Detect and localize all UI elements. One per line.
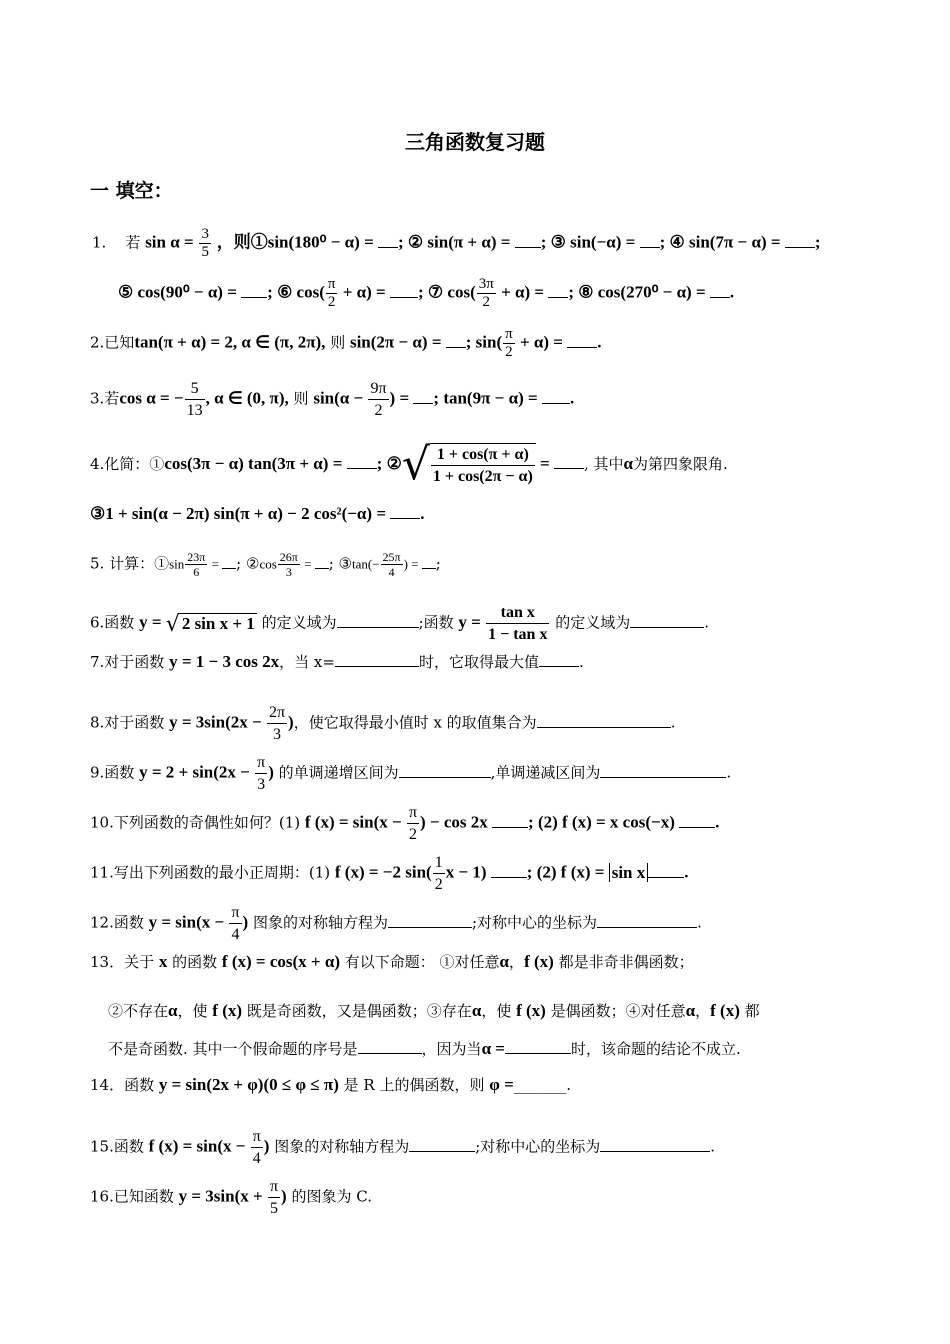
punctuation: . — [569, 388, 575, 408]
question-lead: 若 — [125, 233, 141, 252]
math-symbol: α — [168, 1001, 178, 1020]
math-expr: sin α = — [145, 232, 194, 252]
answer-blank — [492, 813, 528, 828]
math-expr: ) = — [403, 556, 422, 572]
fraction — [503, 326, 515, 361]
text: ;对称中心的坐标为 — [472, 913, 598, 932]
numerator: 5 — [185, 378, 205, 400]
numerator: 1 + cos(π + α) — [431, 444, 535, 466]
math-expr: cos α = − — [119, 388, 184, 408]
question-lead: 5. 计算：① — [90, 554, 170, 573]
math-expr: y = 2 + sin(2x − — [139, 762, 255, 782]
text: ，使它取得最小值时 x 的取值集合为 — [293, 713, 537, 732]
question-9 — [90, 752, 731, 795]
text: 则 — [325, 333, 350, 352]
text: 的图象为 C. — [286, 1187, 372, 1206]
denominator: 2 — [505, 344, 513, 360]
punctuation: . — [704, 613, 709, 632]
answer-blank — [515, 233, 541, 248]
math-symbol: α — [685, 1001, 696, 1020]
math-expr: cos — [259, 556, 277, 572]
radical-sign: √ — [165, 611, 180, 637]
math-expr: f (x) — [710, 1001, 740, 1020]
answer-blank — [337, 613, 419, 628]
fraction — [326, 276, 338, 311]
text: ; ③ — [328, 554, 352, 573]
text: ，当 x= — [279, 653, 335, 671]
answer-blank — [409, 1137, 475, 1152]
numerator: 3 — [201, 226, 209, 242]
math-expr: sin(α − — [313, 388, 368, 408]
denominator: 4 — [252, 1150, 261, 1167]
text: 的单调递增区间为 — [273, 763, 399, 782]
math-expr: ) — [242, 912, 249, 932]
question-lead: 16.已知函数 — [90, 1187, 179, 1206]
text: 的定义域为 — [256, 613, 337, 632]
text: 的定义域为 — [550, 613, 631, 632]
math-expr: ) — [263, 1136, 270, 1156]
fraction — [431, 444, 535, 487]
text: 不是奇函数. 其中一个假命题的序号是 — [108, 1040, 358, 1058]
punctuation: . — [726, 763, 732, 782]
math-expr: ; sin( — [465, 332, 503, 352]
answer-blank — [390, 504, 420, 519]
text: 是偶函数；④对任意 — [545, 1002, 686, 1020]
numerator: 9π — [368, 378, 388, 400]
answer-blank — [422, 554, 436, 569]
math-expr: cos(3π − α) tan(3π + α) = — [164, 454, 347, 473]
fraction — [486, 602, 549, 645]
denominator: 2 — [408, 826, 417, 843]
math-expr: + α) = — [496, 282, 549, 302]
punctuation: . — [566, 1076, 572, 1094]
numerator: π — [505, 326, 513, 342]
math-expr: = — [535, 454, 554, 473]
answer-blank — [347, 454, 377, 469]
answer-blank — [567, 333, 597, 348]
math-expr: ) − cos 2x — [420, 812, 493, 832]
question-2 — [90, 326, 602, 361]
question-14 — [90, 1075, 571, 1095]
math-expr: ; tan(9π − α) = — [433, 388, 542, 408]
punctuation: . — [710, 1137, 716, 1156]
answer-blank — [597, 913, 697, 928]
denominator: 6 — [193, 565, 200, 579]
math-expr: φ = — [489, 1075, 514, 1094]
question-number: 1. — [92, 233, 107, 252]
fraction — [278, 550, 300, 579]
question-lead: 8.对于函数 — [90, 713, 170, 732]
denominator: 2 — [482, 294, 491, 310]
punctuation: . — [670, 713, 676, 732]
question-6 — [90, 602, 709, 645]
fraction — [267, 702, 287, 745]
answer-blank — [241, 283, 267, 298]
denominator: 2 — [374, 402, 383, 419]
math-expr: = — [300, 556, 315, 572]
numerator: 2π — [267, 702, 287, 724]
text: ②不存在 — [108, 1002, 169, 1020]
punctuation: . — [420, 504, 425, 523]
numerator: π — [407, 802, 419, 824]
math-expr: ; (2) f (x) = — [526, 862, 609, 882]
punctuation: ; — [814, 232, 821, 252]
math-expr: + α) = — [338, 282, 390, 302]
fraction — [381, 550, 403, 579]
math-expr: sin — [169, 556, 185, 572]
question-lead: 7.对于函数 — [90, 653, 170, 671]
answer-blank — [413, 389, 433, 404]
denominator: 3 — [285, 565, 292, 579]
answer-blank — [640, 233, 660, 248]
numerator: π — [327, 276, 336, 292]
question-5 — [90, 550, 441, 579]
answer-blank — [542, 389, 570, 404]
text: 时，该命题的结论不成立. — [571, 1040, 741, 1058]
math-expr: f (x) — [524, 952, 554, 971]
math-symbol: x — [158, 952, 168, 971]
question-13-continued — [108, 1001, 760, 1021]
answer-blank: _______ — [513, 1076, 567, 1094]
numerator: tan x — [486, 602, 549, 624]
question-16 — [90, 1176, 372, 1219]
punctuation: . — [578, 653, 584, 671]
question-1 — [92, 226, 820, 261]
denominator: 2 — [434, 876, 443, 893]
text: 有以下命题： ①对任意 — [340, 953, 500, 971]
section-heading: 一 填空： — [90, 180, 173, 202]
math-expr: ) — [281, 1186, 287, 1206]
text: ;对称中心的坐标为 — [475, 1137, 601, 1156]
denominator: 3 — [257, 776, 266, 793]
question-12 — [90, 902, 702, 945]
math-expr: ; (2) f (x) = x cos(−x) — [528, 812, 680, 832]
text: 为第四象限角. — [633, 455, 728, 473]
denominator: 5 — [201, 244, 209, 260]
math-expr: ; ⑧ cos(270⁰ − α) = — [568, 282, 710, 302]
text: 既是奇函数，又是偶函数；③存在 — [242, 1002, 472, 1020]
text: ，使 — [177, 1002, 213, 1020]
square-root — [402, 440, 536, 490]
radicand: 2 sin x + 1 — [181, 613, 255, 633]
question-lead: 2.已知 — [90, 333, 135, 352]
answer-blank — [446, 333, 466, 348]
math-symbol: α — [471, 1001, 482, 1020]
math-expr: f (x) — [516, 1001, 546, 1020]
question-lead: 14．函数 — [90, 1076, 159, 1094]
text: ; ② — [236, 554, 260, 573]
denominator: 1 − tan x — [488, 626, 548, 643]
math-expr: ) — [268, 762, 274, 782]
denominator: 2 — [327, 294, 336, 310]
answer-blank — [315, 554, 329, 569]
radical-sign: √ — [401, 439, 430, 490]
numerator: 1 — [433, 852, 445, 874]
question-lead: 12.函数 — [90, 913, 149, 932]
math-expr: ③1 + sin(α − 2π) sin(π + α) − 2 cos²(−α) = — [90, 504, 391, 523]
fraction — [368, 378, 388, 421]
fraction — [185, 550, 207, 579]
answer-blank — [554, 454, 584, 469]
punctuation: . — [597, 332, 602, 352]
question-1-continued — [118, 276, 734, 311]
question-7 — [90, 652, 584, 672]
question-lead: 9.函数 — [90, 763, 140, 782]
numerator: 26π — [279, 550, 298, 564]
fraction — [251, 1126, 263, 1169]
punctuation: ; — [435, 554, 441, 573]
fraction — [199, 226, 211, 261]
text: 图象的对称轴方程为 — [269, 1137, 410, 1156]
text: ， — [695, 1002, 711, 1020]
question-lead: 11.写出下列函数的最小正周期：(1) — [90, 863, 335, 882]
math-expr: ; ④ sin(7π − α) = — [659, 232, 785, 252]
numerator: 23π — [187, 550, 206, 564]
math-expr: f (x) = −2 sin( — [334, 862, 432, 882]
math-expr: f (x) = sin(x − — [148, 1136, 250, 1156]
math-expr: ; ② — [376, 454, 402, 473]
numerator: 25π — [382, 550, 401, 564]
answer-blank — [378, 233, 398, 248]
square-root — [166, 613, 257, 635]
fraction — [268, 1176, 280, 1219]
absolute-value: sin x — [609, 863, 649, 882]
math-symbol: α — [623, 454, 634, 473]
math-expr: f (x) = sin(x − — [304, 812, 406, 832]
math-expr: y = — [458, 612, 486, 632]
math-expr: = — [208, 556, 223, 572]
math-expr: ; ③ sin(−α) = — [540, 232, 640, 252]
fraction — [255, 752, 267, 795]
answer-blank — [505, 1039, 571, 1054]
denominator: 5 — [270, 1200, 278, 1217]
math-expr: ; ⑥ cos( — [267, 282, 325, 302]
text: 的函数 — [167, 953, 222, 971]
math-expr: f (x) = cos(x + α) — [221, 952, 340, 971]
denominator: 3 — [272, 726, 281, 743]
math-expr: y = 1 − 3 cos 2x — [169, 652, 280, 671]
math-expr: ) = — [389, 388, 414, 408]
question-lead: 10.下列函数的奇偶性如何？(1) — [90, 813, 305, 832]
fraction — [185, 378, 205, 421]
text: 是 R 上的偶函数，则 — [338, 1076, 490, 1094]
math-expr: ，则①sin(180⁰ − α) = — [216, 232, 379, 252]
punctuation: . — [684, 862, 689, 882]
question-4 — [90, 440, 728, 490]
text: , 其中 — [583, 455, 624, 473]
question-4-part-3 — [90, 504, 425, 524]
numerator: π — [255, 752, 267, 774]
numerator: π — [251, 1126, 263, 1148]
text: ,单调递减区间为 — [490, 763, 601, 782]
answer-blank — [358, 1039, 422, 1054]
text: ，使 — [481, 1002, 517, 1020]
math-expr: y = 3sin(2x − — [169, 712, 266, 732]
text: 时，它取得最大值 — [418, 653, 539, 671]
answer-blank — [600, 763, 726, 778]
math-expr: + α) = — [515, 332, 568, 352]
question-lead: 3.若 — [90, 389, 120, 408]
denominator: 13 — [186, 402, 203, 419]
punctuation: . — [697, 913, 702, 932]
answer-blank — [679, 813, 715, 828]
math-expr: ) — [288, 712, 294, 732]
text: ， — [509, 953, 525, 971]
text: 都 — [739, 1002, 760, 1020]
math-expr: , α ∈ (0, π), — [205, 388, 289, 408]
denominator: 4 — [388, 565, 395, 579]
answer-blank — [630, 613, 704, 628]
answer-blank — [390, 283, 418, 298]
text: ，因为当 — [421, 1040, 482, 1058]
question-13-end — [108, 1039, 741, 1059]
numerator: π — [229, 902, 241, 924]
answer-blank — [537, 713, 671, 728]
answer-blank — [491, 863, 527, 878]
math-expr: tan(π + α) = 2, α ∈ (π, 2π), — [134, 332, 326, 352]
math-expr: α = — [481, 1039, 505, 1058]
answer-blank — [710, 283, 730, 298]
math-expr: ⑤ cos(90⁰ − α) = — [118, 282, 242, 302]
answer-blank — [785, 233, 815, 248]
answer-blank — [648, 863, 684, 878]
numerator: π — [268, 1176, 280, 1198]
text: 都是非奇非偶函数； — [553, 953, 694, 971]
question-10 — [90, 802, 719, 845]
text: 则 — [288, 389, 314, 408]
radicand — [430, 443, 536, 487]
question-13 — [90, 952, 694, 972]
answer-blank — [539, 652, 579, 667]
denominator: 1 + cos(2π − α) — [432, 468, 533, 485]
answer-blank — [335, 652, 419, 667]
math-expr: ; ② sin(π + α) = — [398, 232, 515, 252]
question-8 — [90, 702, 675, 745]
answer-blank — [548, 283, 568, 298]
answer-blank — [600, 1137, 710, 1152]
question-lead: 6.函数 — [90, 613, 140, 632]
math-expr: tan(− — [351, 556, 380, 572]
question-3 — [90, 378, 574, 421]
question-15 — [90, 1126, 715, 1169]
math-expr: y = sin(x − — [148, 912, 229, 932]
math-expr: x − 1) — [445, 862, 491, 882]
denominator: 4 — [231, 926, 240, 943]
math-symbol: α — [499, 952, 510, 971]
question-lead: 13．关于 — [90, 953, 159, 971]
text: 图象的对称轴方程为 — [248, 913, 388, 932]
question-lead: 4.化简：① — [90, 455, 165, 473]
punctuation: . — [729, 282, 735, 302]
fraction — [229, 902, 241, 945]
math-expr: sin(2π − α) = — [349, 332, 446, 352]
math-expr: ; ⑦ cos( — [418, 282, 476, 302]
question-11 — [90, 852, 689, 895]
math-expr: f (x) — [212, 1001, 243, 1020]
math-expr: y = 3sin(x + — [178, 1186, 267, 1206]
answer-blank — [388, 913, 472, 928]
text: ;函数 — [418, 613, 459, 632]
math-expr: y = sin(2x + φ)(0 ≤ φ ≤ π) — [158, 1075, 339, 1094]
answer-blank — [399, 763, 491, 778]
fraction — [433, 852, 445, 895]
numerator: 3π — [478, 276, 494, 292]
punctuation: . — [715, 812, 720, 832]
answer-blank — [222, 554, 236, 569]
page-title: 三角函数复习题 — [405, 130, 545, 154]
fraction — [407, 802, 419, 845]
math-expr: y = — [139, 612, 166, 632]
question-lead: 15.函数 — [90, 1137, 149, 1156]
fraction — [477, 276, 496, 311]
